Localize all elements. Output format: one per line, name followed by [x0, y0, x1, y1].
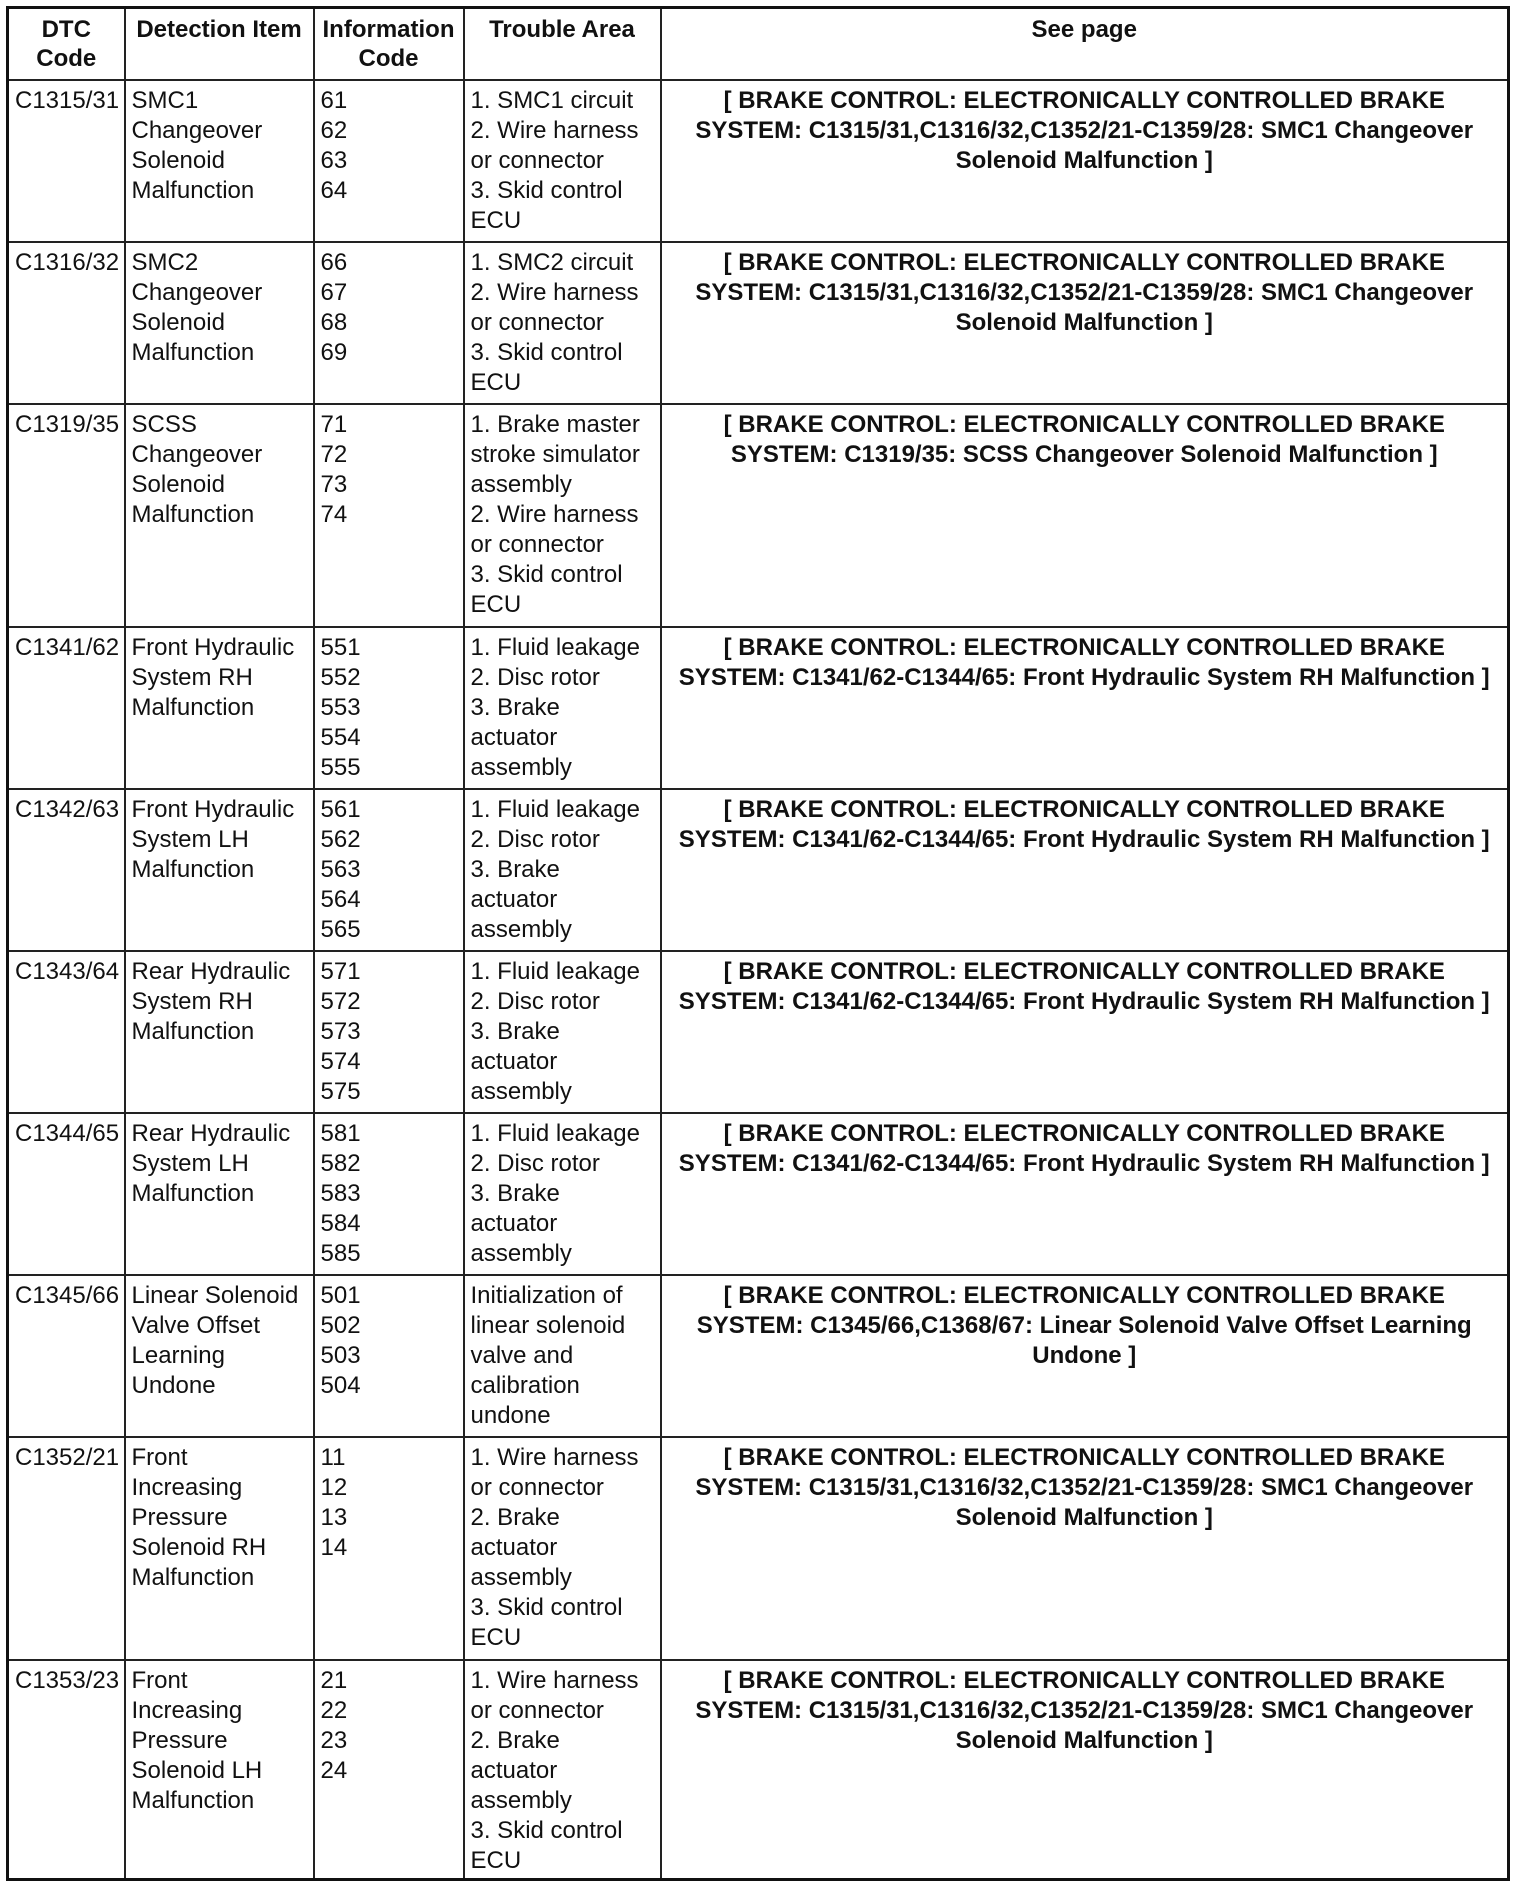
trouble-area-cell: Initialization of linear solenoid valve and calibration undone [464, 1275, 661, 1437]
trouble-area-cell: 1. Fluid leakage 2. Disc rotor 3. Brake actuator assembly [464, 951, 661, 1113]
see-page-link[interactable]: [ BRAKE CONTROL: ELECTRONICALLY CONTROLLED BRAKE SYSTEM: C1315/31,C1316/32,C1352/21-C1359/28: SMC1 Changeover Solenoid Malfunction ] [661, 242, 1509, 404]
detection-item-cell: Front Hydraulic System RH Malfunction [125, 627, 314, 789]
table-row [8, 1660, 1509, 1880]
dtc-code-cell: C1345/66 [8, 1275, 125, 1437]
trouble-area-cell: 1. Brake master stroke simulator assembly 2. Wire harness or connector 3. Skid control ECU [464, 404, 661, 627]
header-detection-item: Detection Item [125, 8, 314, 80]
information-code-cell: 11 12 13 14 [314, 1437, 464, 1660]
dtc-code-cell: C1342/63 [8, 789, 125, 951]
header-see-page: See page [661, 8, 1509, 80]
see-page-link[interactable]: [ BRAKE CONTROL: ELECTRONICALLY CONTROLLED BRAKE SYSTEM: C1345/66,C1368/67: Linear Solenoid Valve Offset Learning Undone ] [661, 1275, 1509, 1437]
information-code-cell: 501 502 503 504 [314, 1275, 464, 1437]
trouble-area-cell: 1. Fluid leakage 2. Disc rotor 3. Brake actuator assembly [464, 1113, 661, 1275]
trouble-area-cell: 1. SMC1 circuit 2. Wire harness or connector 3. Skid control ECU [464, 80, 661, 242]
header-trouble-area: Trouble Area [464, 8, 661, 80]
header-information-code: Information Code [314, 8, 464, 80]
table-row [8, 242, 1509, 404]
dtc-code-cell: C1316/32 [8, 242, 125, 404]
see-page-link[interactable]: [ BRAKE CONTROL: ELECTRONICALLY CONTROLLED BRAKE SYSTEM: C1319/35: SCSS Changeover Solenoid Malfunction ] [661, 404, 1509, 627]
information-code-cell: 561 562 563 564 565 [314, 789, 464, 951]
table-row [8, 789, 1509, 951]
dtc-code-cell: C1353/23 [8, 1660, 125, 1880]
see-page-link[interactable]: [ BRAKE CONTROL: ELECTRONICALLY CONTROLLED BRAKE SYSTEM: C1341/62-C1344/65: Front Hydraulic System RH Malfunction ] [661, 627, 1509, 789]
dtc-code-cell: C1319/35 [8, 404, 125, 627]
see-page-link[interactable]: [ BRAKE CONTROL: ELECTRONICALLY CONTROLLED BRAKE SYSTEM: C1341/62-C1344/65: Front Hydraulic System RH Malfunction ] [661, 951, 1509, 1113]
table-row [8, 80, 1509, 242]
header-dtc-code: DTC Code [8, 8, 125, 80]
table-row [8, 1113, 1509, 1275]
dtc-table [6, 6, 1510, 1881]
trouble-area-cell: 1. Fluid leakage 2. Disc rotor 3. Brake actuator assembly [464, 627, 661, 789]
detection-item-cell: SMC2 Changeover Solenoid Malfunction [125, 242, 314, 404]
information-code-cell: 71 72 73 74 [314, 404, 464, 627]
information-code-cell: 581 582 583 584 585 [314, 1113, 464, 1275]
table-row [8, 1437, 1509, 1660]
see-page-link[interactable]: [ BRAKE CONTROL: ELECTRONICALLY CONTROLLED BRAKE SYSTEM: C1315/31,C1316/32,C1352/21-C1359/28: SMC1 Changeover Solenoid Malfunction ] [661, 1437, 1509, 1660]
dtc-code-cell: C1315/31 [8, 80, 125, 242]
table-row [8, 1275, 1509, 1437]
detection-item-cell: Front Increasing Pressure Solenoid LH Malfunction [125, 1660, 314, 1880]
table-row [8, 404, 1509, 627]
information-code-cell: 61 62 63 64 [314, 80, 464, 242]
information-code-cell: 551 552 553 554 555 [314, 627, 464, 789]
see-page-link[interactable]: [ BRAKE CONTROL: ELECTRONICALLY CONTROLLED BRAKE SYSTEM: C1341/62-C1344/65: Front Hydraulic System RH Malfunction ] [661, 1113, 1509, 1275]
see-page-link[interactable]: [ BRAKE CONTROL: ELECTRONICALLY CONTROLLED BRAKE SYSTEM: C1315/31,C1316/32,C1352/21-C1359/28: SMC1 Changeover Solenoid Malfunction ] [661, 1660, 1509, 1880]
see-page-link[interactable]: [ BRAKE CONTROL: ELECTRONICALLY CONTROLLED BRAKE SYSTEM: C1341/62-C1344/65: Front Hydraulic System RH Malfunction ] [661, 789, 1509, 951]
dtc-code-cell: C1344/65 [8, 1113, 125, 1275]
detection-item-cell: Front Increasing Pressure Solenoid RH Malfunction [125, 1437, 314, 1660]
information-code-cell: 21 22 23 24 [314, 1660, 464, 1880]
table-row [8, 627, 1509, 789]
dtc-code-cell: C1343/64 [8, 951, 125, 1113]
detection-item-cell: Rear Hydraulic System LH Malfunction [125, 1113, 314, 1275]
dtc-code-cell: C1352/21 [8, 1437, 125, 1660]
detection-item-cell: Rear Hydraulic System RH Malfunction [125, 951, 314, 1113]
detection-item-cell: SCSS Changeover Solenoid Malfunction [125, 404, 314, 627]
table-header-row [8, 8, 1509, 80]
detection-item-cell: SMC1 Changeover Solenoid Malfunction [125, 80, 314, 242]
table-row [8, 951, 1509, 1113]
trouble-area-cell: 1. Wire harness or connector 2. Brake actuator assembly 3. Skid control ECU [464, 1660, 661, 1880]
information-code-cell: 571 572 573 574 575 [314, 951, 464, 1113]
trouble-area-cell: 1. Fluid leakage 2. Disc rotor 3. Brake actuator assembly [464, 789, 661, 951]
detection-item-cell: Front Hydraulic System LH Malfunction [125, 789, 314, 951]
dtc-code-cell: C1341/62 [8, 627, 125, 789]
trouble-area-cell: 1. SMC2 circuit 2. Wire harness or connector 3. Skid control ECU [464, 242, 661, 404]
detection-item-cell: Linear Solenoid Valve Offset Learning Undone [125, 1275, 314, 1437]
see-page-link[interactable]: [ BRAKE CONTROL: ELECTRONICALLY CONTROLLED BRAKE SYSTEM: C1315/31,C1316/32,C1352/21-C1359/28: SMC1 Changeover Solenoid Malfunction ] [661, 80, 1509, 242]
trouble-area-cell: 1. Wire harness or connector 2. Brake actuator assembly 3. Skid control ECU [464, 1437, 661, 1660]
information-code-cell: 66 67 68 69 [314, 242, 464, 404]
